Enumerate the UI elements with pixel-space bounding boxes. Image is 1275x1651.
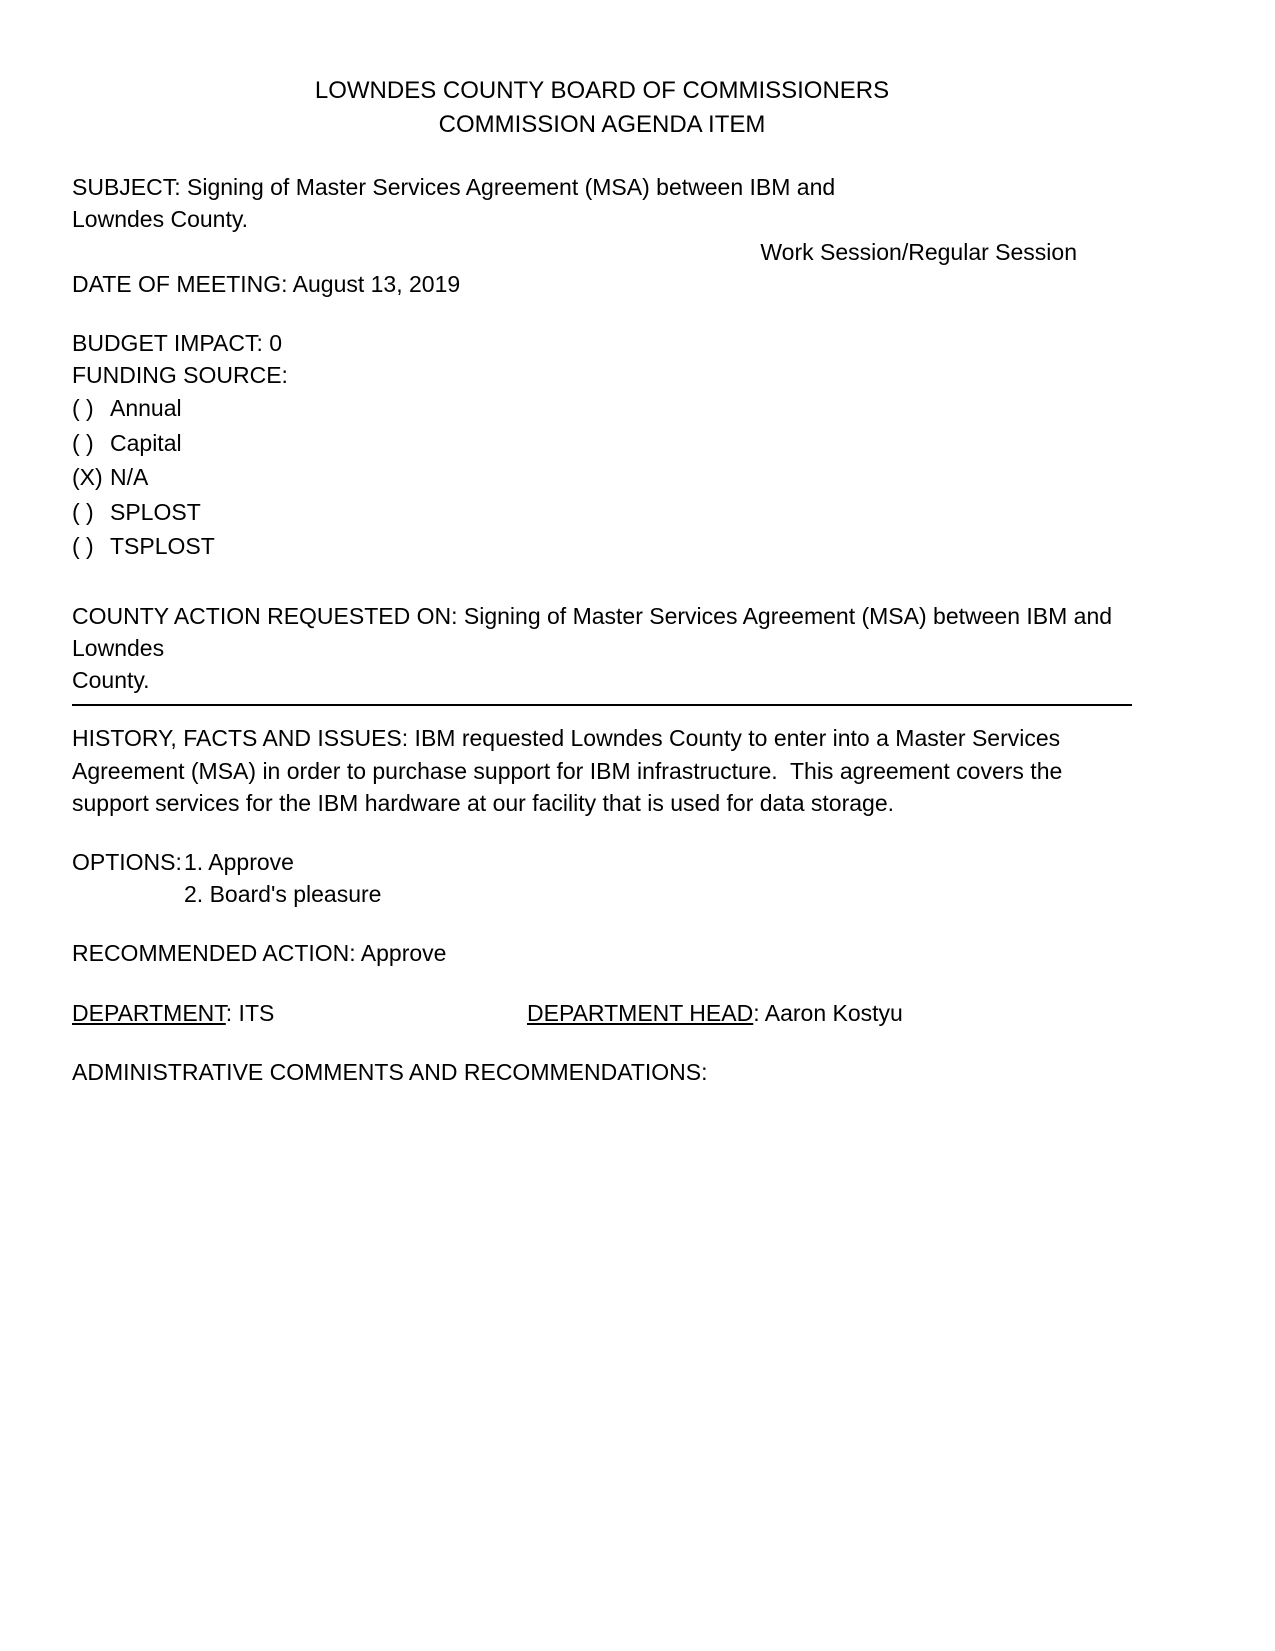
funding-option-na: [72, 460, 1132, 495]
options-block: [72, 846, 1132, 910]
funding-option-tsplost-label: TSPLOST: [110, 533, 215, 560]
department-head-label: DEPARTMENT HEAD: [527, 999, 754, 1026]
department-head-cell: [527, 997, 903, 1029]
checkbox-tsplost: ( ): [72, 533, 94, 560]
subject-line-2: Lowndes County.: [72, 206, 249, 233]
checkbox-na: (X): [72, 464, 103, 491]
checkbox-capital: ( ): [72, 429, 94, 456]
funding-option-tsplost: [72, 529, 1132, 564]
meeting-date: DATE OF MEETING: August 13, 2019: [72, 270, 461, 297]
funding-option-annual-label: Annual: [110, 395, 182, 422]
option-approve: 1. Approve: [184, 848, 294, 875]
options-items: [184, 846, 381, 910]
document-title: LOWNDES COUNTY BOARD OF COMMISSIONERS: [314, 77, 890, 104]
session-type: Work Session/Regular Session: [760, 238, 1077, 265]
funding-option-splost-label: SPLOST: [110, 498, 201, 525]
funding-source-label: FUNDING SOURCE:: [72, 362, 288, 389]
funding-option-capital-label: Capital: [110, 429, 182, 456]
administrative-comments: ADMINISTRATIVE COMMENTS AND RECOMMENDATIONS:: [72, 1058, 708, 1085]
funding-option-capital: [72, 426, 1132, 461]
county-action-line-2: County.: [72, 667, 150, 694]
option-boards-pleasure: 2. Board's pleasure: [184, 881, 382, 908]
department-head-value: : Aaron Kostyu: [753, 999, 903, 1026]
county-action-requested: [72, 600, 1132, 707]
options-label: OPTIONS:: [72, 848, 182, 875]
department-value: : ITS: [225, 999, 275, 1026]
county-action-line-1: COUNTY ACTION REQUESTED ON: Signing of Master Services Agreement (MSA) between IBM and Lowndes: [72, 602, 1113, 661]
budget-impact: BUDGET IMPACT: 0: [72, 329, 283, 356]
department-cell: [72, 997, 527, 1029]
funding-option-splost: [72, 495, 1132, 530]
funding-option-annual: [72, 391, 1132, 426]
department-label: DEPARTMENT: [72, 999, 226, 1026]
funding-option-na-label: N/A: [110, 464, 149, 491]
history-facts-issues: HISTORY, FACTS AND ISSUES: IBM requested Lowndes County to enter into a Master Services Agreement (MSA) in order to purchase support for IBM infrastructure. This agreement covers the support services for the IBM hardware at our facility that is used for data storage.: [72, 725, 1069, 816]
checkbox-splost: ( ): [72, 498, 94, 525]
subject-line-1: SUBJECT: Signing of Master Services Agreement (MSA) between IBM and: [72, 174, 836, 201]
recommended-action: RECOMMENDED ACTION: Approve: [72, 940, 447, 967]
funding-options-list: [72, 391, 1132, 564]
document-header: [72, 74, 1132, 141]
department-row: [72, 997, 1132, 1029]
checkbox-annual: ( ): [72, 395, 94, 422]
document-subtitle: COMMISSION AGENDA ITEM: [438, 110, 766, 138]
